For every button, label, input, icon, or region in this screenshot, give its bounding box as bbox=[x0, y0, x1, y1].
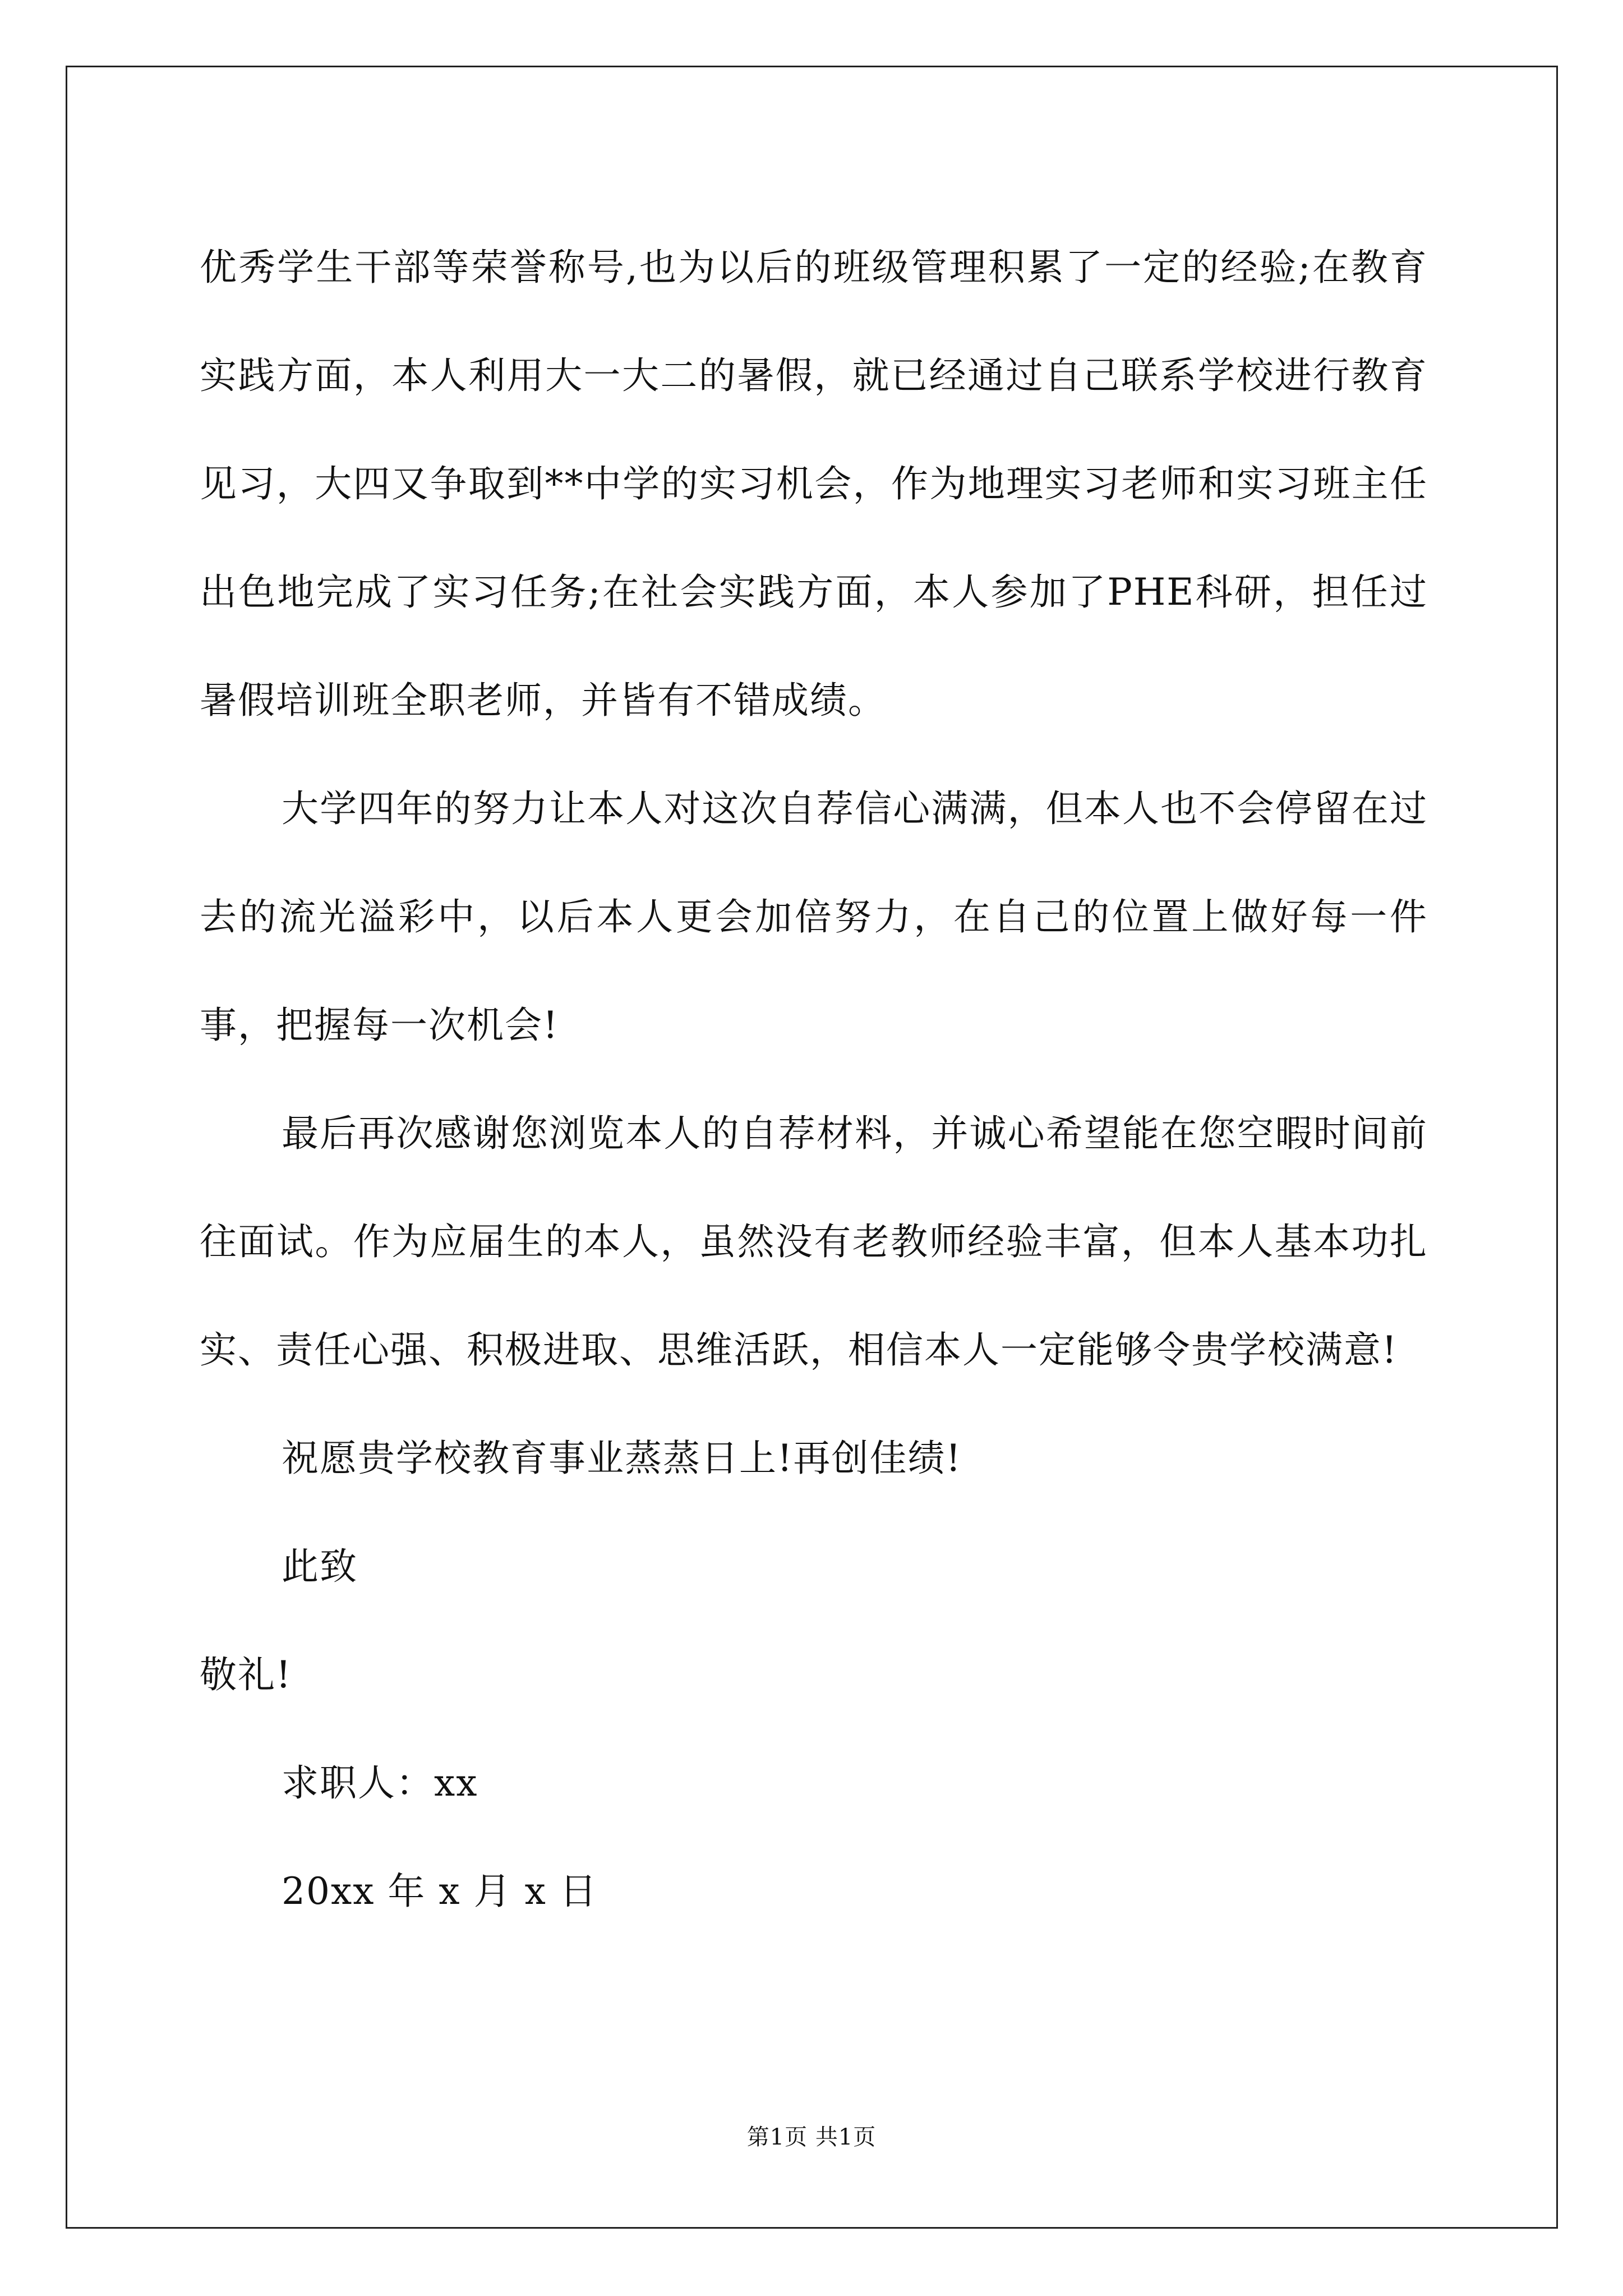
paragraph-4: 祝愿贵学校教育事业蒸蒸日上!再创佳绩! bbox=[282, 1437, 962, 1480]
paragraph-1: 优秀学生干部等荣誉称号,也为以后的班级管理积累了一定的经验;在教育实践方面，本人利用大一大二的暑假，就已经通过自己联系学校进行教育见习，大四又争取到**中学的实习机会，作为地理实习老师和实习班主任出色地完成了实习任务;在社会实践方面，本人参加了PHE科研，担任过暑假培训班全职老师，并皆有不错成绩。 bbox=[200, 246, 1428, 722]
signature-line: 求职人：xx bbox=[282, 1761, 478, 1805]
paragraph-3: 最后再次感谢您浏览本人的自荐材料，并诚心希望能在您空暇时间前往面试。作为应届生的本人，虽然没有老教师经验丰富，但本人基本功扎实、责任心强、积极进取、思维活跃，相信本人一定能够令贵学校满意! bbox=[200, 1112, 1428, 1372]
paragraph-2: 大学四年的努力让本人对这次自荐信心满满，但本人也不会停留在过去的流光溢彩中，以后本人更会加倍努力，在自己的位置上做好每一件事，把握每一次机会! bbox=[200, 787, 1428, 1047]
salute-line: 敬礼! bbox=[200, 1653, 292, 1696]
letter-body bbox=[200, 213, 1428, 1945]
date-line: 20xx 年 x 月 x 日 bbox=[282, 1870, 598, 1913]
page-number-footer: 第1页 共1页 bbox=[746, 2124, 877, 2150]
closing-line: 此致 bbox=[282, 1545, 358, 1588]
